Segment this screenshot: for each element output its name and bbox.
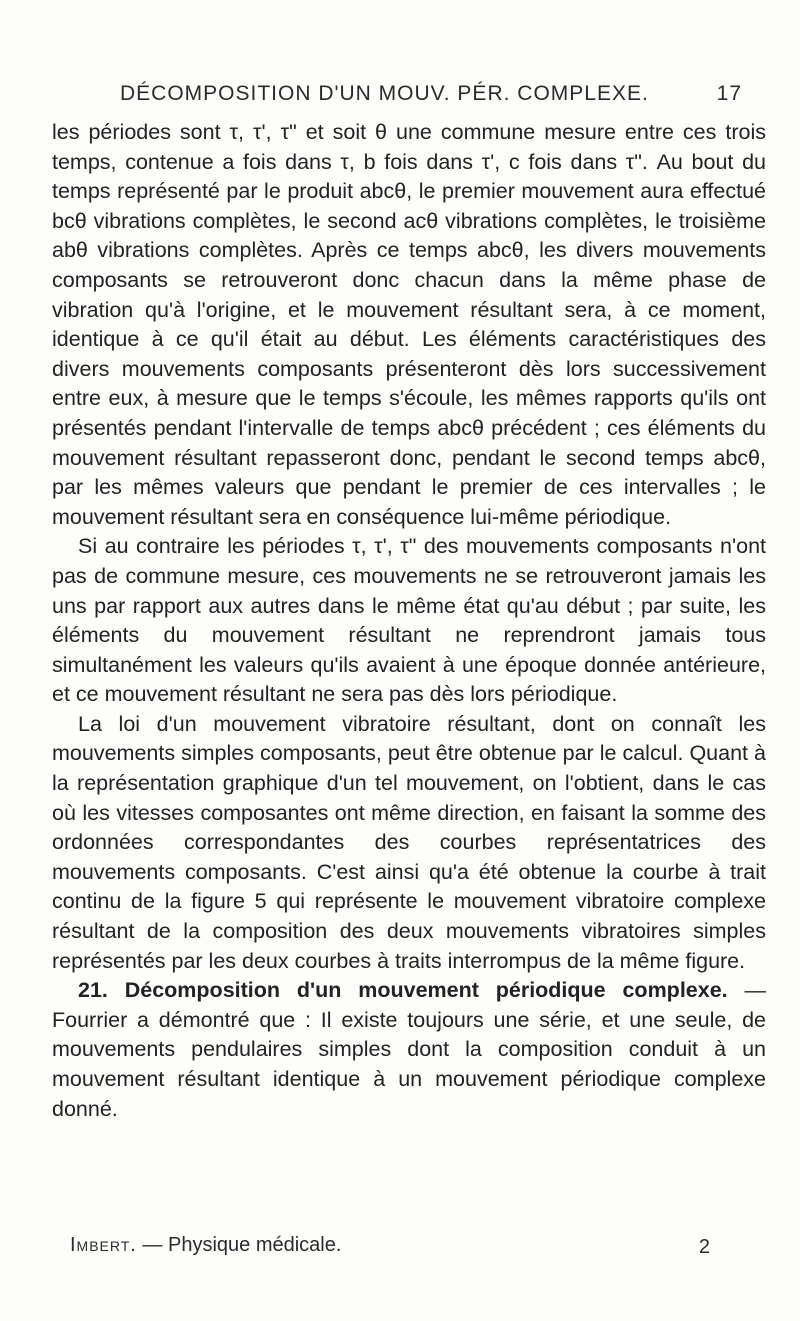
signature-mark: 2 — [698, 1236, 710, 1258]
section-21 — [52, 976, 766, 1124]
paragraph-non-periodic-case: Si au contraire les périodes τ, τ', τ" des mouvements composants n'ont pas de commune mesure, ces mouvements ne se retrouveront jamais les uns par rapport aux autres dans le même état qu'au début ; par suite, les éléments du mouvement résultant ne reprendront jamais tous simultanément les valeurs qu'ils avaient à une époque donnée antérieure, et ce mouvement résultant ne sera pas dès lors périodique. — [52, 534, 766, 707]
running-title: DÉCOMPOSITION D'UN MOUV. PÉR. COMPLEXE. — [120, 82, 649, 105]
page-footer — [70, 1234, 710, 1264]
paragraph-graphic-representation: La loi d'un mouvement vibratoire résultant, dont on connaît les mouvements simples composants, peut être obtenue par le calcul. Quant à la représentation graphique d'un tel mouvement, on l'obtient, dans le cas où les vitesses composantes ont même direction, en faisant la somme des ordonnées correspondantes des courbes représentatrices des mouvements composants. C'est ainsi qu'a été obtenue la courbe à trait continu de la figure 5 qui représente le mouvement vibratoire complexe résultant de la composition des deux mouvements vibratoires simples représentés par les deux courbes à traits interrompus de la même figure. — [52, 711, 766, 973]
paragraph-periodic-case: les périodes sont τ, τ', τ" et soit θ une commune mesure entre ces trois temps, contenue a fois dans τ, b fois dans τ', c fois dans τ". Au bout du temps représenté par le produit abcθ, le premier mouvement aura effectué bcθ vibrations complètes, le second acθ vibrations complètes, le troisième abθ vibrations complètes. Après ce temps abcθ, les divers mouvements composants se retrouveront donc chacun dans la même phase de vibration qu'à l'origine, et le mouvement résultant sera, à ce moment, identique à ce qu'il était au début. Les éléments caractéristiques des divers mouvements composants présenteront dès lors successivement entre eux, à mesure que le temps s'écoule, les mêmes rapports qu'ils ont présentés pendant l'intervalle de temps abcθ précédent ; ces éléments du mouvement résultant repasseront donc, pendant le second temps abcθ, par les mêmes valeurs que pendant le premier de ces intervalles ; le mouvement résultant sera en conséquence lui-même périodique. — [52, 120, 766, 529]
running-head — [120, 82, 800, 110]
footer-author: Imbert. — [70, 1234, 137, 1256]
page-body — [52, 118, 766, 1124]
section-heading: 21. Décomposition d'un mouvement périodique complexe. — [78, 978, 728, 1003]
page-number: 17 — [716, 82, 742, 105]
footer-book-title: — Physique médicale. — [136, 1234, 342, 1256]
section-text: — Fourrier a démontré que : Il existe toujours une série, et une seule, de mouvements pendulaires simples dont la composition conduit à un mouvement résultant identique à un mouvement périodique complexe donné. — [52, 978, 766, 1121]
